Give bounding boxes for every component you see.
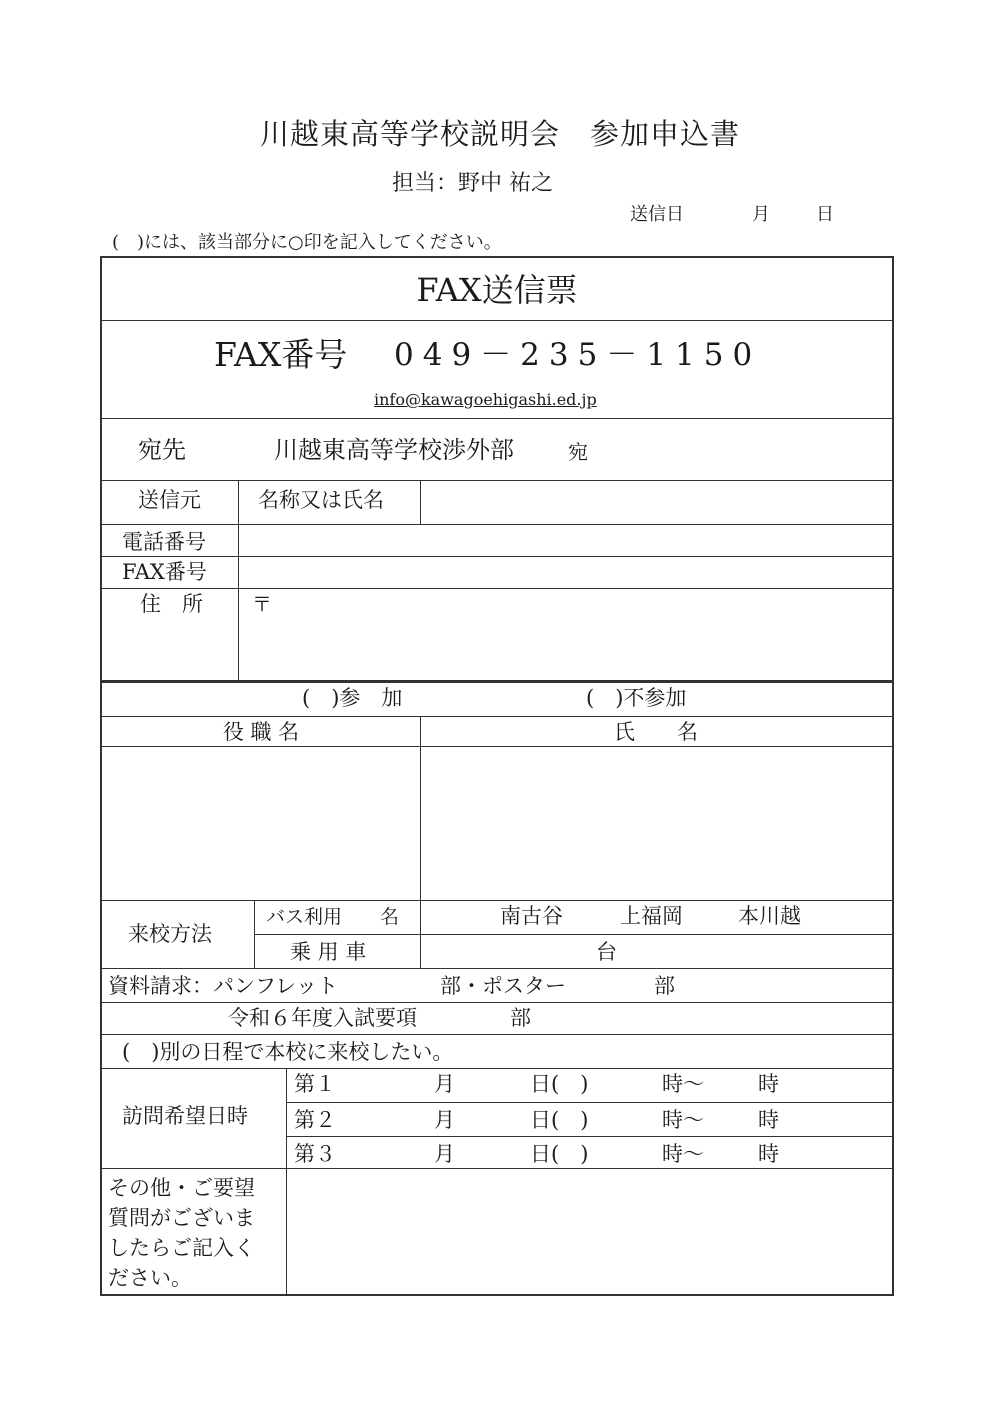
visit-row-3-month[interactable]: 月 <box>434 1142 455 1166</box>
bus-stop-3[interactable]: 本川越 <box>738 904 801 928</box>
not-attend-option[interactable]: ( )不参加 <box>586 686 687 710</box>
send-date-label: 送信日 <box>630 204 684 225</box>
rule <box>286 1102 892 1103</box>
visit-row-1-from[interactable]: 時～ <box>662 1072 704 1096</box>
rule <box>102 588 892 589</box>
address-suffix: 宛 <box>568 440 588 464</box>
visit-label: 訪問希望日時 <box>122 1104 248 1128</box>
instruction-note: ( )には、該当部分に○印を記入してください。 <box>112 232 502 253</box>
visit-row-3-ordinal: 第３ <box>294 1142 336 1166</box>
fax-form <box>100 256 894 1296</box>
visit-request-option[interactable]: ( )別の日程で本校に来校したい。 <box>122 1040 454 1064</box>
rule <box>102 418 892 419</box>
contact-person: 担当：野中 祐之 <box>392 171 553 196</box>
other-comments-field[interactable] <box>290 1170 890 1292</box>
position-field[interactable] <box>104 748 418 898</box>
name-header: 氏 名 <box>614 720 698 744</box>
bus-stop-1[interactable]: 南古谷 <box>500 904 563 928</box>
rule <box>102 1034 892 1035</box>
materials-label: 資料請求：パンフレット <box>108 974 338 998</box>
attend-option[interactable]: ( )参 加 <box>302 686 403 710</box>
position-header: 役 職 名 <box>222 720 300 744</box>
rule <box>286 1136 892 1137</box>
rule <box>286 1068 287 1294</box>
sender-address-field[interactable] <box>242 590 890 678</box>
bus-stop-2[interactable]: 上福岡 <box>620 904 683 928</box>
visit-row-2-to[interactable]: 時 <box>758 1108 779 1132</box>
visit-row-3-to[interactable]: 時 <box>758 1142 779 1166</box>
fax-number: 049－235－1150 <box>394 337 762 373</box>
email-link[interactable]: info@kawagoehigashi.ed.jp <box>374 390 597 409</box>
rule <box>254 934 892 935</box>
fax-label: FAX番号 <box>122 560 207 584</box>
rule <box>102 1068 892 1069</box>
send-date-day[interactable]: 日 <box>816 204 834 225</box>
admission-guide-unit: 部 <box>510 1006 531 1030</box>
fax-field[interactable] <box>242 558 890 586</box>
other-label-line-2: 質問がございま <box>108 1206 255 1230</box>
sender-label: 送信元 <box>138 488 201 512</box>
other-label-line-4: ださい。 <box>108 1266 192 1290</box>
visit-row-2-month[interactable]: 月 <box>434 1108 455 1132</box>
sender-name-label: 名称又は氏名 <box>258 488 384 512</box>
rule <box>420 900 421 968</box>
visit-row-1-day[interactable]: 日( ) <box>530 1072 589 1096</box>
fax-heading: FAX送信票 <box>416 271 578 309</box>
rule <box>102 556 892 557</box>
car-unit: 台 <box>596 940 617 964</box>
transport-label: 来校方法 <box>128 922 212 946</box>
visit-row-1-month[interactable]: 月 <box>434 1072 455 1096</box>
phone-field[interactable] <box>242 526 890 554</box>
rule <box>254 900 255 968</box>
visit-row-3-from[interactable]: 時～ <box>662 1142 704 1166</box>
rule <box>102 680 892 683</box>
sender-name-field[interactable] <box>424 482 890 522</box>
visit-row-2-day[interactable]: 日( ) <box>530 1108 589 1132</box>
rule <box>102 524 892 525</box>
rule <box>420 716 421 900</box>
car-label: 乗 用 車 <box>290 940 367 964</box>
name-field[interactable] <box>422 748 890 898</box>
materials-unit: 部 <box>654 974 675 998</box>
materials-unit-poster: 部・ポスター <box>440 974 566 998</box>
send-date-month[interactable]: 月 <box>752 204 770 225</box>
rule <box>420 480 421 524</box>
visit-row-2-ordinal: 第２ <box>294 1108 336 1132</box>
visit-row-2-from[interactable]: 時～ <box>662 1108 704 1132</box>
other-label-line-1: その他・ご要望 <box>108 1176 255 1200</box>
rule <box>102 968 892 969</box>
page-title: 川越東高等学校説明会 参加申込書 <box>259 117 740 151</box>
admission-guide-label: 令和６年度入試要項 <box>228 1006 417 1030</box>
sender-address-label: 住 所 <box>140 592 203 616</box>
visit-row-3-day[interactable]: 日( ) <box>530 1142 589 1166</box>
address-value: 川越東高等学校渉外部 <box>274 436 514 464</box>
rule <box>238 480 239 680</box>
other-label-line-3: したらご記入く <box>108 1236 255 1260</box>
rule <box>102 320 892 321</box>
rule <box>102 1168 892 1169</box>
visit-row-1-to[interactable]: 時 <box>758 1072 779 1096</box>
postal-mark: 〒 <box>252 592 272 616</box>
address-label: 宛先 <box>138 436 186 464</box>
rule <box>102 480 892 481</box>
fax-number-label: FAX番号 <box>214 335 348 374</box>
visit-row-1-ordinal: 第１ <box>294 1072 336 1096</box>
rule <box>102 1002 892 1003</box>
phone-label: 電話番号 <box>122 530 206 554</box>
rule <box>102 746 892 747</box>
rule <box>102 716 892 717</box>
rule <box>102 900 892 901</box>
bus-label: バス利用 名 <box>266 906 400 928</box>
